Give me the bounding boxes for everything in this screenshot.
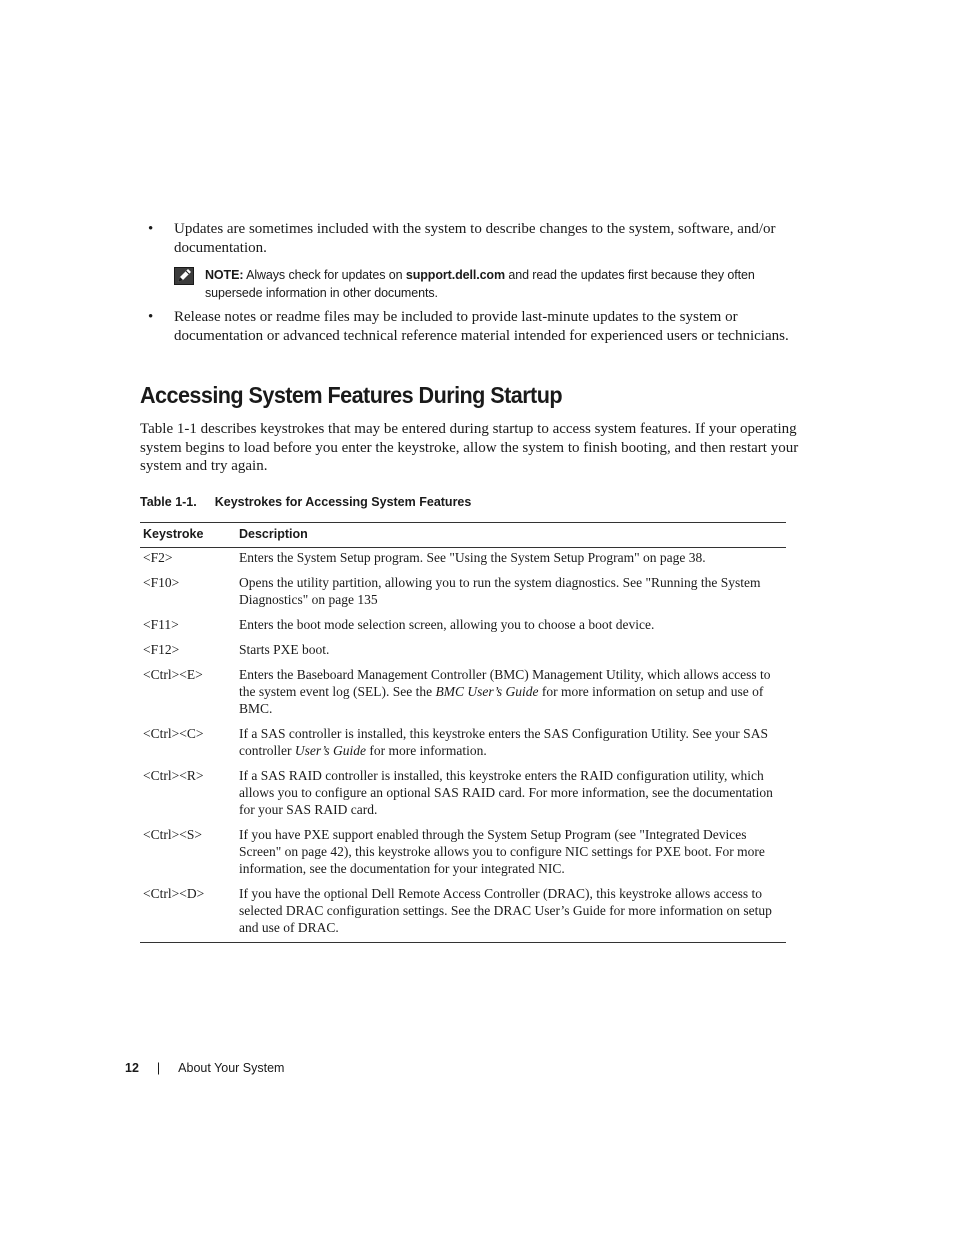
bullet-symbol: • — [148, 309, 154, 325]
note-link[interactable]: support.dell.com — [405, 268, 505, 282]
note-pencil-icon — [174, 267, 194, 285]
description-cell — [239, 725, 786, 767]
section-title: Accessing System Features During Startup — [140, 382, 562, 408]
keystroke-cell: <F2> — [143, 550, 173, 565]
table-row — [140, 641, 786, 666]
keystroke-cell: <F10> — [143, 575, 180, 590]
keystroke-cell: <Ctrl><C> — [143, 726, 204, 741]
note-text-before: Always check for updates on — [246, 268, 403, 282]
bullet-symbol: • — [148, 221, 154, 237]
table-row — [140, 725, 786, 767]
table-row — [140, 826, 786, 885]
description-text: for more information on setup and use of BMC. — [239, 684, 764, 716]
description-cell: Enters the boot mode selection screen, allowing you to choose a boot device. — [239, 617, 655, 632]
page-number: 12 — [125, 1061, 139, 1075]
keystroke-cell: <Ctrl><R> — [143, 768, 204, 783]
description-cell — [239, 666, 786, 725]
keystroke-cell: <F12> — [143, 642, 180, 657]
table-row — [140, 574, 786, 616]
table-row — [140, 616, 786, 641]
note-text-after: and read the updates first because they often supersede information in other documents. — [205, 268, 755, 300]
header-description: Description — [239, 523, 786, 548]
guide-title: User’s Guide — [294, 743, 366, 758]
table-row — [140, 548, 786, 575]
description-cell: Opens the utility partition, allowing you to run the system diagnostics. See "Running the System Diagnostics" on page 135 — [239, 575, 761, 607]
description-cell: If a SAS RAID controller is installed, this keystroke enters the RAID configuration utility, which allows you to configure an optional SAS RAID card. For more information, see the documentation for your SAS RAID card. — [239, 768, 773, 817]
description-cell: If you have PXE support enabled through the System Setup Program (see "Integrated Devices Screen" on page 42), this keystroke allows you to configure NIC settings for PXE boot. For more information, see the documentation for your integrated NIC. — [239, 827, 765, 876]
note-box — [174, 266, 784, 302]
page-footer — [125, 1061, 284, 1075]
intro-paragraph: Table 1-1 describes keystrokes that may be entered during startup to access system features. If your operating system begins to load before you enter the keystroke, allow the system to finish booting, and then restart your system and try again. — [140, 421, 799, 474]
keystroke-table — [140, 522, 786, 943]
description-text: for more information. — [369, 743, 487, 758]
note-body — [205, 266, 784, 302]
table-row — [140, 767, 786, 826]
note-label: NOTE: — [205, 268, 244, 282]
keystroke-cell: <Ctrl><E> — [143, 667, 203, 682]
bullet-text: Updates are sometimes included with the system to describe changes to the system, software, and/or documentation. — [174, 221, 776, 256]
table-caption-title: Keystrokes for Accessing System Features — [214, 495, 472, 509]
description-cell: Starts PXE boot. — [239, 642, 330, 657]
bullet-item-release-notes — [140, 308, 810, 345]
table-caption-number: Table 1-1. — [140, 495, 197, 509]
table-header-row — [140, 523, 786, 548]
table-row — [140, 885, 786, 943]
description-cell: If you have the optional Dell Remote Access Controller (DRAC), this keystroke allows access to selected DRAC configuration settings. See the DRAC User’s Guide for more information on setup and use of DRAC. — [239, 886, 772, 935]
bullet-item-updates — [140, 220, 810, 257]
table-row — [140, 666, 786, 725]
guide-title: BMC User’s Guide — [435, 684, 539, 699]
bullet-text: Release notes or readme files may be included to provide last-minute updates to the system or documentation or advanced technical reference material intended for experienced users or technicians. — [174, 309, 789, 344]
table-caption — [140, 495, 471, 509]
keystroke-cell: <F11> — [143, 617, 179, 632]
keystroke-cell: <Ctrl><D> — [143, 886, 205, 901]
description-cell: Enters the System Setup program. See "Using the System Setup Program" on page 38. — [239, 550, 706, 565]
chapter-title: About Your System — [178, 1061, 285, 1075]
description-text: If a SAS controller is installed, this keystroke enters the SAS Configuration Utility. See your SAS controller — [239, 726, 768, 758]
header-keystroke: Keystroke — [140, 523, 239, 548]
keystroke-cell: <Ctrl><S> — [143, 827, 202, 842]
description-text: Enters the Baseboard Management Controller (BMC) Management Utility, which allows access to the system event log (SEL). See the — [239, 667, 771, 699]
footer-separator: | — [156, 1061, 161, 1075]
